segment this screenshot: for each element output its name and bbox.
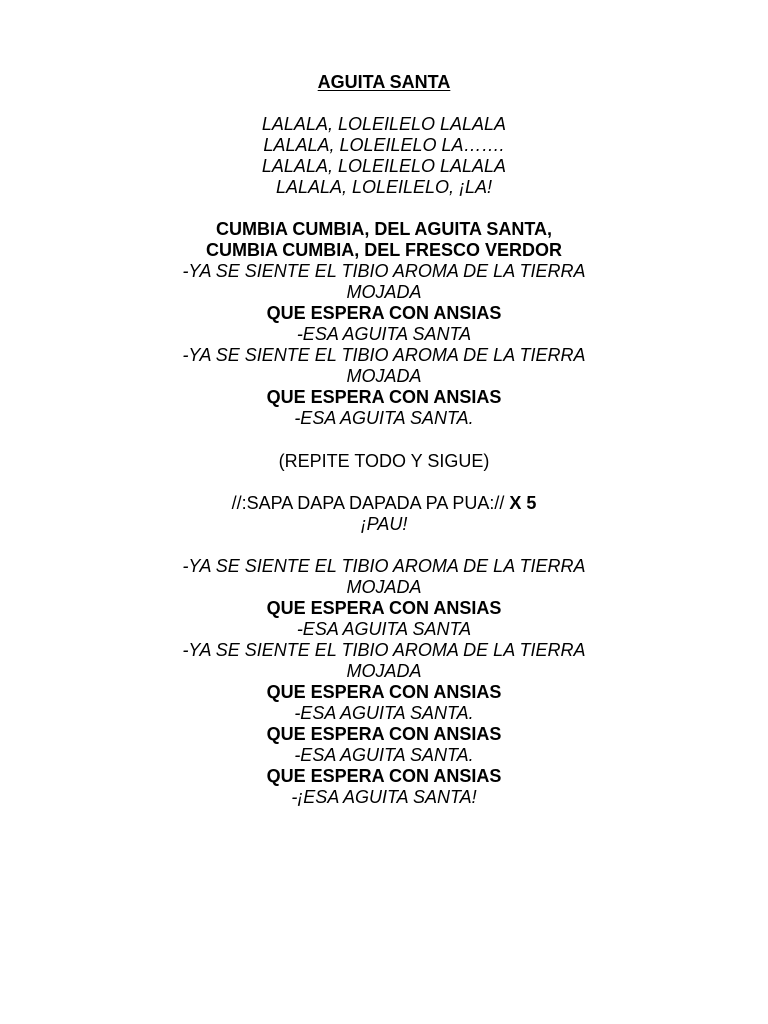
verse-line: MOJADA: [346, 577, 422, 597]
verse-line: -YA SE SIENTE EL TIBIO AROMA DE LA TIERRA: [182, 640, 586, 660]
verse-line: -ESA AGUITA SANTA: [296, 324, 472, 344]
verse-line: QUE ESPERA CON ANSIAS: [266, 766, 502, 786]
verse-line: QUE ESPERA CON ANSIAS: [266, 682, 502, 702]
verse-line: QUE ESPERA CON ANSIAS: [266, 724, 502, 744]
repeat-note: (REPITE TODO Y SIGUE): [278, 451, 490, 471]
verse-line: MOJADA: [346, 282, 422, 302]
bridge-line: [0, 493, 768, 514]
song-title: AGUITA SANTA: [317, 72, 451, 92]
bridge-text: //:SAPA DAPA DAPADA PA PUA://: [231, 493, 505, 513]
intro-line: LALALA, LOLEILELO LA…….: [263, 135, 505, 155]
verse-line: QUE ESPERA CON ANSIAS: [266, 303, 502, 323]
intro-line: LALALA, LOLEILELO LALALA: [261, 114, 507, 134]
verse-line: -ESA AGUITA SANTA.: [294, 745, 474, 765]
verse-line: -ESA AGUITA SANTA: [296, 619, 472, 639]
verse-line: -YA SE SIENTE EL TIBIO AROMA DE LA TIERRA: [182, 345, 586, 365]
verse-line: -ESA AGUITA SANTA.: [294, 408, 474, 428]
intro-line: LALALA, LOLEILELO, ¡LA!: [275, 177, 493, 197]
verse-line: MOJADA: [346, 366, 422, 386]
intro-line: LALALA, LOLEILELO LALALA: [261, 156, 507, 176]
verse-line: -YA SE SIENTE EL TIBIO AROMA DE LA TIERRA: [182, 261, 586, 281]
bridge-times: X 5: [509, 493, 537, 513]
verse-line: -ESA AGUITA SANTA.: [294, 703, 474, 723]
verse-line: -¡ESA AGUITA SANTA!: [291, 787, 477, 807]
verse-line: -YA SE SIENTE EL TIBIO AROMA DE LA TIERRA: [182, 556, 586, 576]
verse-line: MOJADA: [346, 661, 422, 681]
chorus-line: CUMBIA CUMBIA, DEL FRESCO VERDOR: [205, 240, 562, 260]
chorus-line: CUMBIA CUMBIA, DEL AGUITA SANTA,: [216, 219, 552, 239]
verse-line: QUE ESPERA CON ANSIAS: [266, 387, 502, 407]
verse-line: QUE ESPERA CON ANSIAS: [266, 598, 502, 618]
pau-line: ¡PAU!: [360, 514, 408, 534]
